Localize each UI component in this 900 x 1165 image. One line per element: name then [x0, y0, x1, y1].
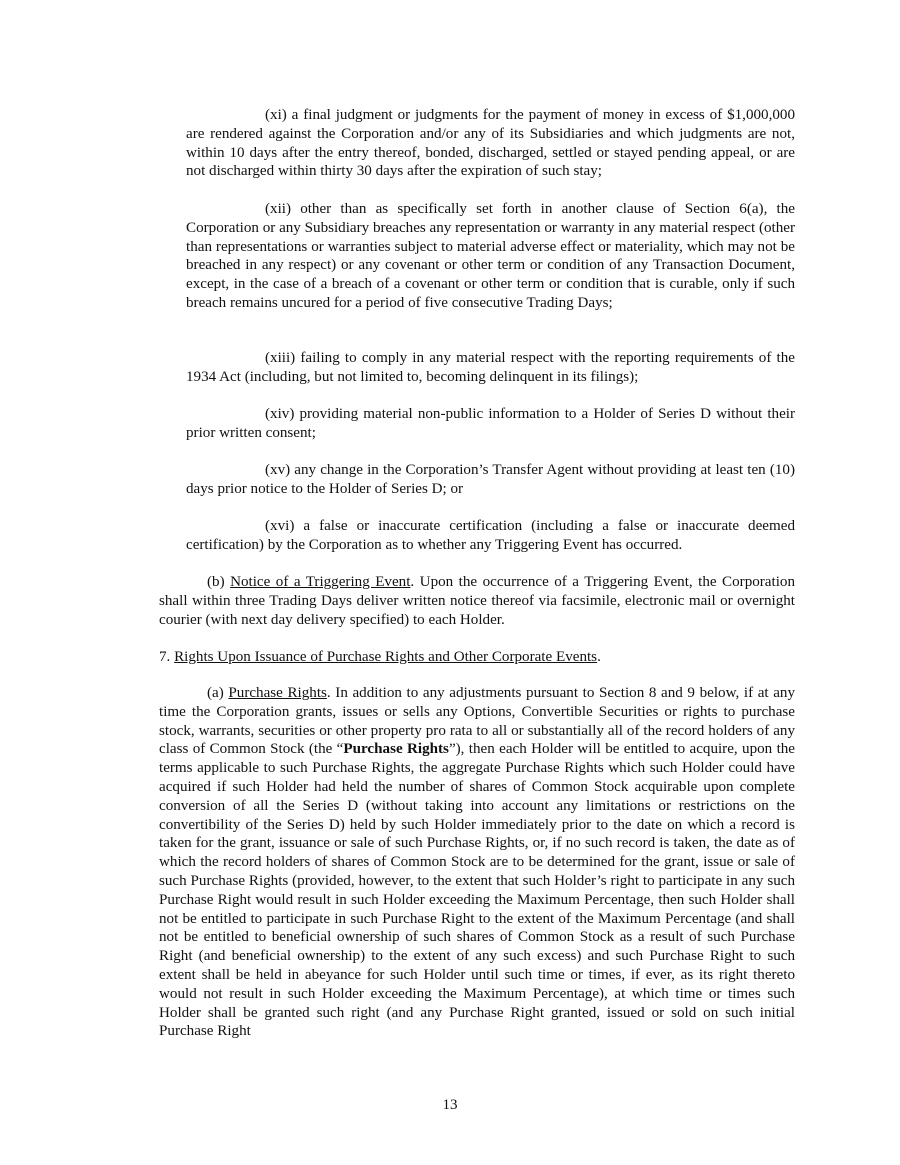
clause-xi: (xi) a final judgment or judgments for the payment of money in excess of $1,000,000 are rendered against the Corporation and/or any of its Subsidiaries and which judgments are not, within 10 days after the entry thereof, bonded, discharged, settled or stayed pending appeal, or are not discharged within thirty 30 days after the expiration of such stay;: [186, 107, 795, 180]
clause-xv: (xv) any change in the Corporation’s Transfer Agent without providing at least ten (10) days prior notice to the Holder of Series D; or: [186, 462, 795, 497]
section-7a-prefix: (a): [207, 685, 229, 701]
clause-xiii: (xiii) failing to comply in any material respect with the reporting requirements of the 1934 Act (including, but not limited to, becoming delinquent in its filings);: [186, 350, 795, 385]
section-7-title: Rights Upon Issuance of Purchase Rights and Other Corporate Events: [174, 649, 598, 665]
section-7a-body-part2: ”), then each Holder will be entitled to acquire, upon the terms applicable to such Purchase Rights, the aggregate Purchase Rights which such Holder could have acquired if such Holder had held the number of shares of Common Stock acquirable upon complete conversion of all the Series D (without taking into account any limitations or restrictions on the convertibility of the Series D) held by such Holder immediately prior to the date on which a record is taken for the grant, issuance or sale of such Purchase Rights, or, if no such record is taken, the date as of which the record holders of shares of Common Stock are to be determined for the grant, issue or sale of such Purchase Rights (provided, however, to the extent that such Holder’s right to participate in any such Purchase Right would result in such Holder exceeding the Maximum Percentage, then such Holder shall not be entitled to participate in such Purchase Right to the extent of the Maximum Percentage (and shall not be entitled to beneficial ownership of such shares of Common Stock as a result of such Purchase Right (and beneficial ownership) to the extent of any such excess) and such Purchase Right to such extent shall be held in abeyance for such Holder until such time or times, if ever, as its right thereto would not result in such Holder exceeding the Maximum Percentage), at which time or times such Holder shall be granted such right (and any Purchase Right granted, issued or sold on such initial Purchase Right: [159, 741, 796, 1040]
section-7-prefix: 7.: [159, 649, 175, 665]
section-7a-paragraph: [159, 684, 795, 1041]
clause-xvi: (xvi) a false or inaccurate certification (including a false or inaccurate deemed certification) by the Corporation as to whether any Triggering Event has occurred.: [186, 518, 795, 553]
section-7-suffix: .: [597, 649, 601, 665]
section-6b-body: . Upon the occurrence of a Triggering Event, the Corporation shall within three Trading Days deliver written notice thereof via facsimile, electronic mail or overnight courier (with next day delivery specified) to each Holder.: [159, 574, 795, 628]
section-6b-heading: Notice of a Triggering Event: [230, 574, 411, 590]
defined-term-purchase-rights: Purchase Rights: [343, 741, 449, 758]
section-7a-heading: Purchase Rights: [228, 685, 327, 701]
clause-xii: (xii) other than as specifically set forth in another clause of Section 6(a), the Corporation or any Subsidiary breaches any representation or warranty in any material respect (other than representations or warranties subject to material adverse effect or materiality, which may not be breached in any respect) or any covenant or other term or condition of any Transaction Document, except, in the case of a breach of a covenant or other term or condition that is curable, only if such breach remains uncured for a period of five consecutive Trading Days;: [186, 201, 795, 311]
clause-xiv: (xiv) providing material non-public information to a Holder of Series D without their prior written consent;: [186, 406, 795, 441]
section-7a-body-part1: . In addition to any adjustments pursuant to Section 8 and 9 below, if at any time the Corporation grants, issues or sells any Options, Convertible Securities or rights to purchase stock, warrants, securities or other property pro rata to all or substantially all of the record holders of any class of Common Stock (the “: [159, 685, 796, 758]
section-6b-prefix: (b): [207, 574, 231, 590]
page-number: 13: [442, 1097, 458, 1113]
section-7-heading: [159, 648, 795, 667]
section-6b-paragraph: [159, 573, 795, 629]
